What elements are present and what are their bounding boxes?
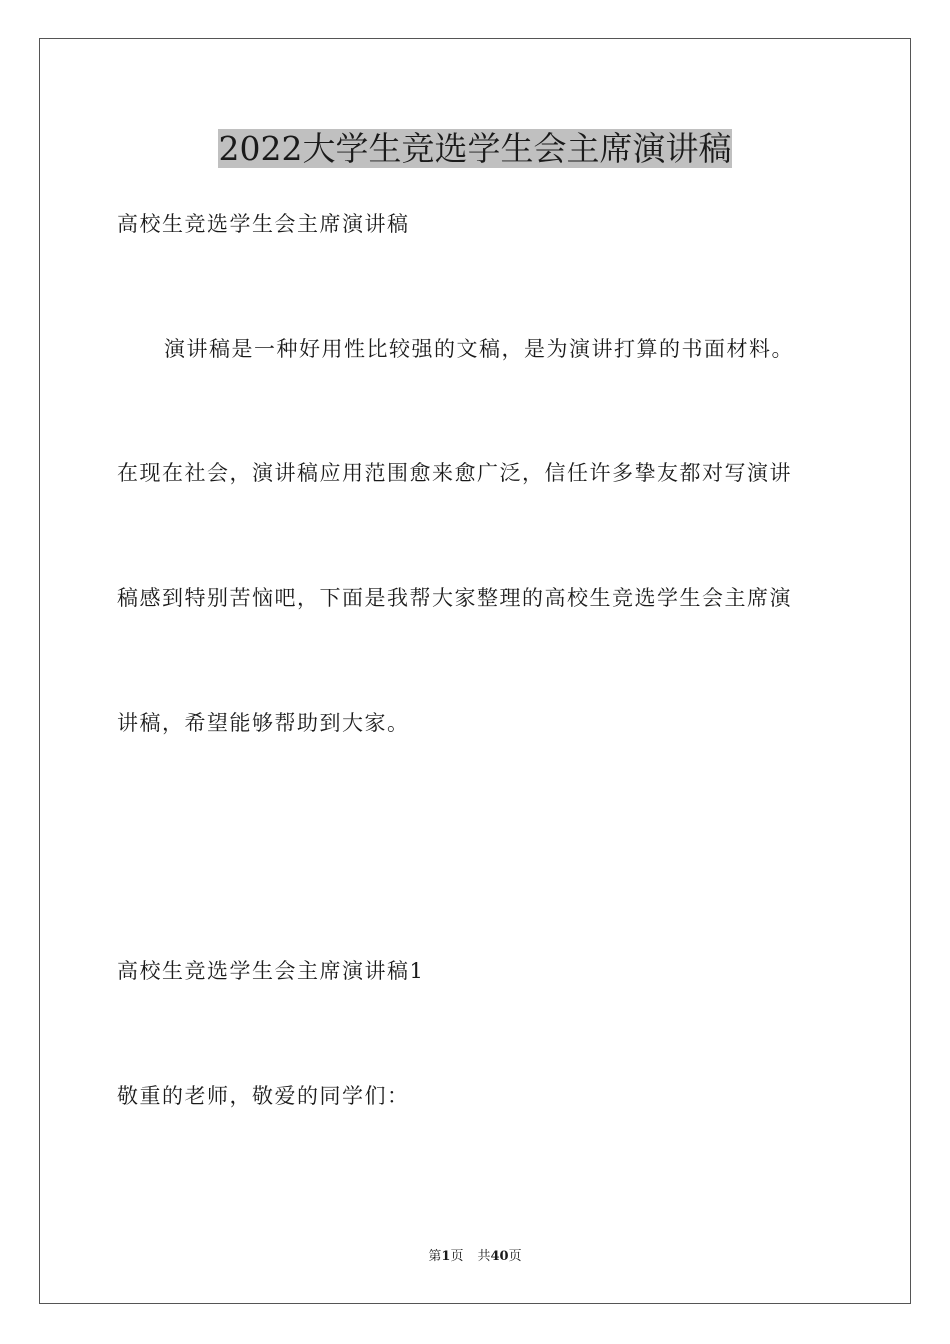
salutation: 敬重的老师，敬爱的同学们： bbox=[117, 1084, 410, 1108]
paragraph-line-1: 演讲稿是一种好用性比较强的文稿，是为演讲打算的书面材料。 bbox=[164, 337, 794, 361]
document-subtitle: 高校生竞选学生会主席演讲稿 bbox=[117, 212, 410, 236]
footer-page-total: 40 bbox=[490, 1249, 509, 1264]
paragraph-line-3: 稿感到特别苦恼吧，下面是我帮大家整理的高校生竞选学生会主席演 bbox=[117, 586, 792, 610]
paragraph-line-2: 在现在社会，演讲稿应用范围愈来愈广泛，信任许多挚友都对写演讲 bbox=[117, 461, 792, 485]
paragraph-line-4: 讲稿，希望能够帮助到大家。 bbox=[117, 711, 410, 735]
page-footer bbox=[0, 1248, 950, 1266]
footer-page-prefix: 第 bbox=[428, 1249, 442, 1264]
section-heading: 高校生竞选学生会主席演讲稿1 bbox=[117, 959, 425, 983]
footer-total-suffix: 页 bbox=[508, 1249, 522, 1264]
document-title bbox=[0, 127, 950, 171]
footer-total-prefix: 共 bbox=[477, 1249, 491, 1264]
footer-page-suffix: 页 bbox=[450, 1249, 464, 1264]
footer-page-current: 1 bbox=[441, 1249, 451, 1264]
document-title-text: 2022大学生竞选学生会主席演讲稿 bbox=[218, 129, 732, 168]
